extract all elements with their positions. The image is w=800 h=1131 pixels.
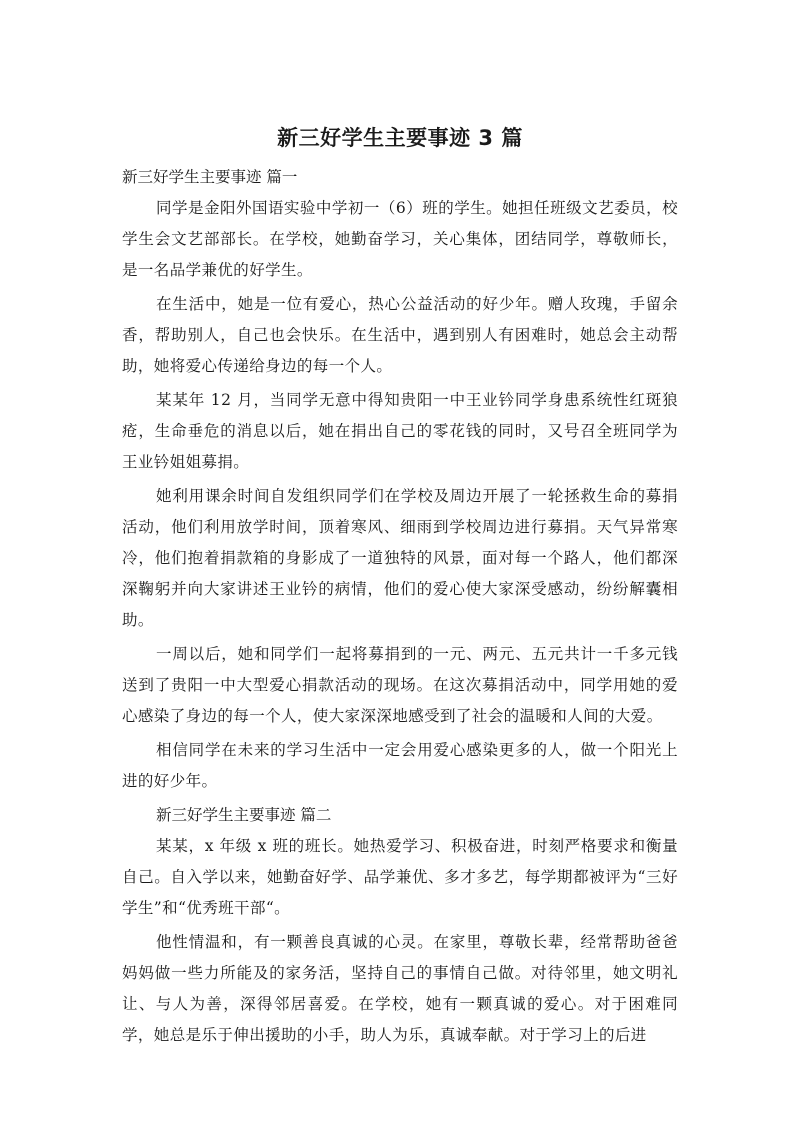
paragraph: 同学是金阳外国语实验中学初一（6）班的学生。她担任班级文艺委员，校学生会文艺部部长。在学校，她勤奋学习，关心集体，团结同学，尊敬师长，是一名品学兼优的好学生。 [122, 199, 678, 279]
document-body [122, 162, 678, 1054]
paragraph: 在生活中，她是一位有爱心，热心公益活动的好少年。赠人玫瑰，手留余香，帮助别人，自己也会快乐。在生活中，遇到别人有困难时，她总会主动帮助，她将爱心传递给身边的每一个人。 [122, 295, 678, 375]
section-heading: 新三好学生主要事迹 篇一 [122, 168, 298, 186]
paragraph: 一周以后，她和同学们一起将募捐到的一元、两元、五元共计一千多元钱送到了贵阳一中大型爱心捐款活动的现场。在这次募捐活动中，同学用她的爱心感染了身边的每一个人，使大家深深地感受到了社会的温暖和人间的大爱。 [122, 645, 678, 725]
paragraph: 某某，x 年级 x 班的班长。她热爱学习、积极奋进，时刻严格要求和衡量自己。自入学以来，她勤奋好学、品学兼优、多才多艺，每学期都被评为“三好学生”和“优秀班干部“。 [122, 837, 678, 917]
paragraph: 相信同学在未来的学习生活中一定会用爱心感染更多的人，做一个阳光上进的好少年。 [122, 741, 678, 790]
section-2 [122, 800, 678, 1051]
section-1 [122, 162, 678, 797]
paragraph: 某某年 12 月，当同学无意中得知贵阳一中王业钤同学身患系统性红斑狼疮，生命垂危的消息以后，她在捐出自己的零花钱的同时，又号召全班同学为王业钤姐姐募捐。 [122, 391, 678, 471]
section-heading: 新三好学生主要事迹 篇二 [156, 806, 332, 824]
paragraph: 她利用课余时间自发组织同学们在学校及周边开展了一轮拯救生命的募捐活动，他们利用放学时间，顶着寒风、细雨到学校周边进行募捐。天气异常寒冷，他们抱着捐款箱的身影成了一道独特的风景，面对每一个路人，他们都深深鞠躬并向大家讲述王业钤的病情，他们的爱心使大家深受感动，纷纷解囊相助。 [122, 487, 678, 629]
document-title: 新三好学生主要事迹 3 篇 [277, 126, 523, 150]
paragraph: 他性情温和，有一颗善良真诚的心灵。在家里，尊敬长辈，经常帮助爸爸妈妈做一些力所能及的家务活，坚持自己的事情自己做。对待邻里，她文明礼让、与人为善，深得邻居喜爱。在学校，她有一颗真诚的爱心。对于困难同学，她总是乐于伸出援助的小手，助人为乐，真诚奉献。对于学习上的后进 [122, 933, 678, 1044]
